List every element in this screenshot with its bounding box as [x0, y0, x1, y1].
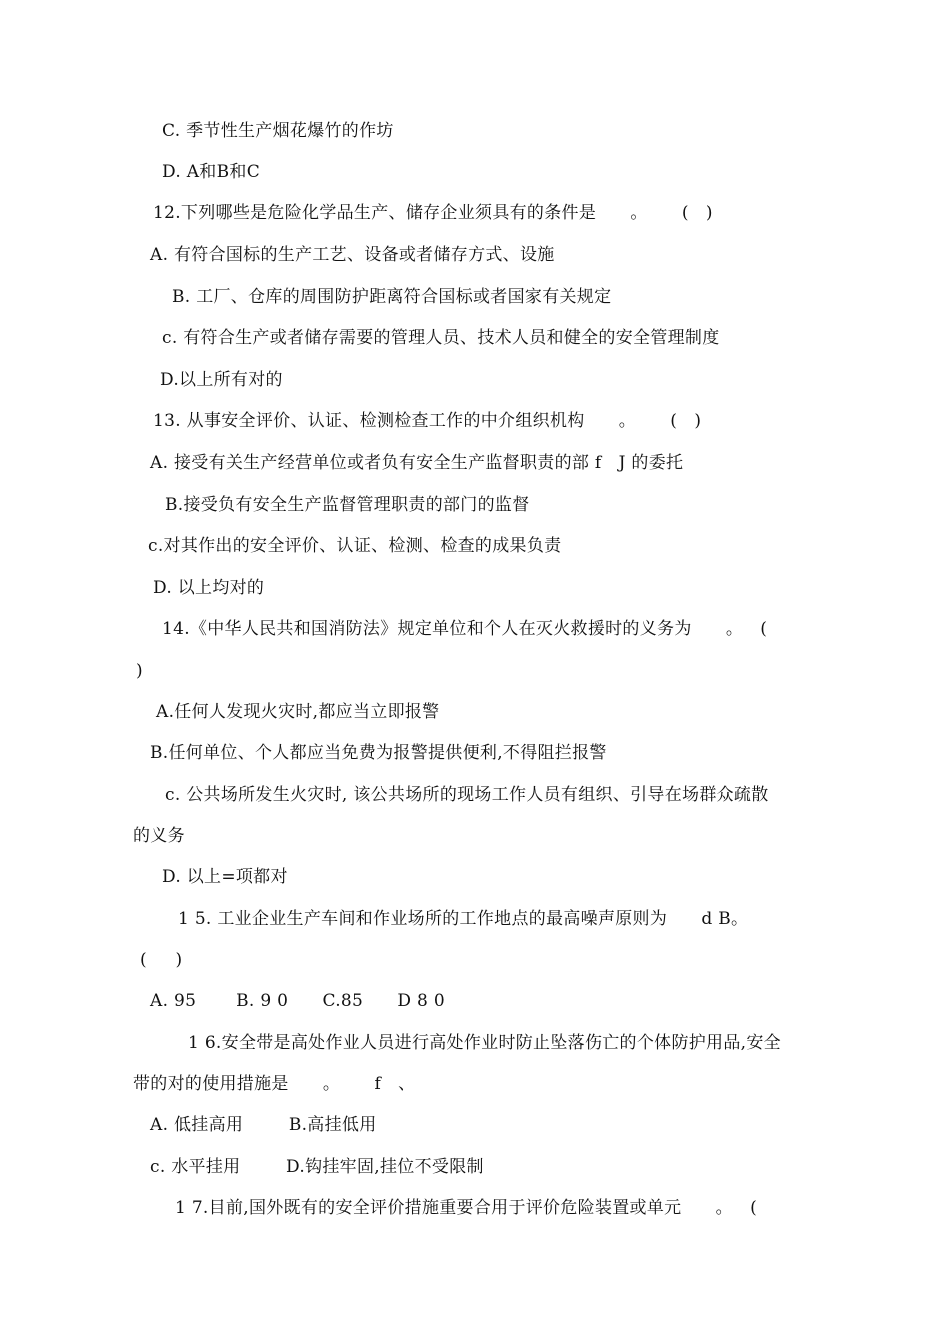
option-b-q12: B. 工厂、仓库的周围防护距离符合国标或者国家有关规定 [172, 287, 612, 307]
option-d-q14: D. 以上=项都对 [162, 867, 288, 887]
option-c-q13: c.对其作出的安全评价、认证、检测、检查的成果负责 [148, 536, 562, 556]
options-ab-q16: A. 低挂高用 B.高挂低用 [150, 1115, 377, 1135]
option-a-q13: A. 接受有关生产经营单位或者负有安全生产监督职责的部 f J 的委托 [150, 453, 684, 473]
options-cd-q16: c. 水平挂用 D.钩挂牢固,挂位不受限制 [150, 1157, 484, 1177]
option-a-q14: A.任何人发现火灾时,都应当立即报警 [156, 702, 440, 722]
option-d-q11: D. A和B和C [162, 162, 261, 182]
question-17: 1 7.目前,国外既有的安全评价措施重要合用于评价危险装置或单元 。 ( [175, 1198, 758, 1218]
question-16: 1 6.安全带是高处作业人员进行高处作业时防止坠落伤亡的个体防护用品,安全 [188, 1033, 781, 1053]
option-c-q14-continued: 的义务 [133, 826, 185, 846]
option-d-q12: D.以上所有对的 [160, 370, 283, 390]
question-14: 14.《中华人民共和国消防法》规定单位和个人在灭火救援时的义务为 。 ( [162, 619, 768, 639]
option-c-q14: c. 公共场所发生火灾时, 该公共场所的现场工作人员有组织、引导在场群众疏散 [165, 785, 769, 805]
option-b-q14: B.任何单位、个人都应当免费为报警提供便利,不得阻拦报警 [150, 743, 607, 763]
question-12: 12.下列哪些是危险化学品生产、储存企业须具有的条件是 。 ( ) [153, 203, 713, 223]
question-16-continued: 带的对的使用措施是 。 f 、 [133, 1074, 416, 1094]
option-d-q13: D. 以上均对的 [153, 578, 265, 598]
question-15-answer-bracket: ( ) [140, 950, 183, 970]
option-c-q12: c. 有符合生产或者储存需要的管理人员、技术人员和健全的安全管理制度 [162, 328, 720, 348]
question-14-continued: ) [136, 661, 143, 681]
option-a-q12: A. 有符合国标的生产工艺、设备或者储存方式、设施 [150, 245, 555, 265]
options-q15: A. 95 B. 9 0 C.85 D 8 0 [150, 991, 445, 1011]
option-c-q11: C. 季节性生产烟花爆竹的作坊 [162, 121, 394, 141]
question-13: 13. 从事安全评价、认证、检测检查工作的中介组织机构 。 ( ) [153, 411, 702, 431]
option-b-q13: B.接受负有安全生产监督管理职责的部门的监督 [165, 495, 530, 515]
question-15: 1 5. 工业企业生产车间和作业场所的工作地点的最高噪声原则为 d B。 [178, 909, 749, 929]
